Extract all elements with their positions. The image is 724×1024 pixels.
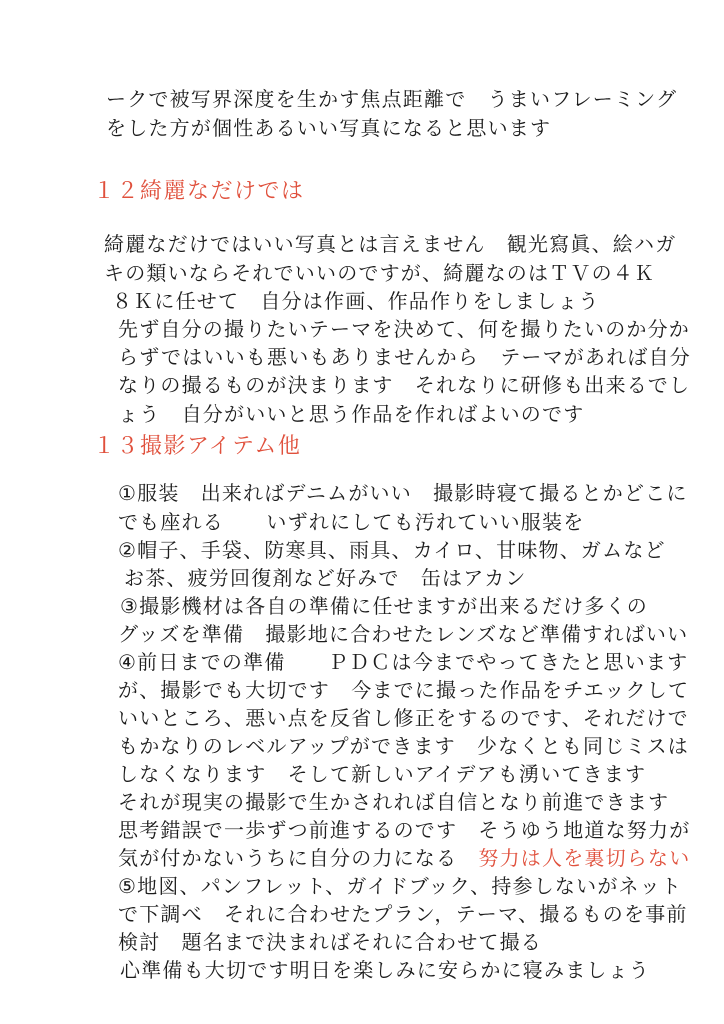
text-line: ょう 自分がいいと思う作品を作ればよいのです	[118, 402, 585, 426]
text-line: らずではいいも悪いもありませんから テーマがあれば自分	[118, 345, 691, 369]
text-line: いいところ、悪い点を反省し修正をするのです、それだけで	[118, 706, 689, 730]
text-line: 検討 題名まで決まればそれに合わせて撮る	[118, 930, 542, 954]
text-line: 綺麗なだけではいい写真とは言えません 観光寫眞、絵ハガ	[104, 232, 677, 256]
text-line: ③撮影機材は各自の準備に任せますが出来るだけ多くの	[120, 594, 648, 618]
text-line: もかなりのレベルアップができます 少なくとも同じミスは	[118, 734, 689, 758]
text-line: なりの撮るものが決まります それなりに研修も出来るでし	[118, 373, 691, 397]
text-line: しなくなります そして新しいアイデアも湧いてきます	[118, 762, 647, 786]
section-heading: １３撮影アイテム他	[93, 434, 302, 459]
text-line: ②帽子、手袋、防寒具、雨具、カイロ、甘味物、ガムなど	[118, 538, 666, 562]
text-line: ークで被写界深度を生かす焦点距離で うまいフレーミング	[106, 87, 678, 111]
section-heading: １２綺麗なだけでは	[93, 179, 305, 204]
text-line: ⑤地図、パンフレット、ガイドブック、持参しないがネット	[118, 874, 683, 898]
text-line: 思考錯誤で一歩ずつ前進するのです そうゆう地道な努力が	[118, 818, 691, 842]
text-line: ④前日までの準備 ＰＤＣは今までやってきたと思います	[118, 650, 689, 674]
text-line: で下調べ それに合わせたプラン，テーマ、撮るものを事前	[118, 902, 688, 926]
text-line: 心準備も大切です明日を楽しみに安らかに寝みましょう	[120, 958, 650, 982]
text-line: グッズを準備 撮影地に合わせたレンズなど準備すればいい	[118, 622, 689, 646]
text-line: ８Ｋに任せて 自分は作画、作品作りをしましょう	[112, 289, 600, 313]
text-line-mixed	[118, 845, 690, 871]
text-line: をした方が個性あるいい写真になると思います	[106, 116, 552, 140]
highlighted-phrase: 努力は人を裏切らない	[478, 846, 691, 870]
text-line: ①服装 出来ればデニムがいい 撮影時寝て撮るとかどこに	[118, 481, 688, 505]
text-line: お茶、疲労回復剤など好みで 缶はアカン	[124, 566, 527, 590]
text-line: が、撮影でも大切です 今までに撮った作品をチエックして	[118, 678, 690, 702]
text-line: それが現実の撮影で生かされれば自信となり前進できます	[118, 790, 670, 814]
text-line: 先ず自分の撮りたいテーマを決めて、何を撮りたいのか分か	[118, 317, 690, 341]
text-segment: 気が付かないうちに自分の力になる	[118, 846, 479, 870]
text-line: でも座れる いずれにしても汚れていい服装を	[118, 510, 585, 534]
text-line: キの類いならそれでいいのですが、綺麗なのはＴＶの４Ｋ	[104, 261, 656, 285]
